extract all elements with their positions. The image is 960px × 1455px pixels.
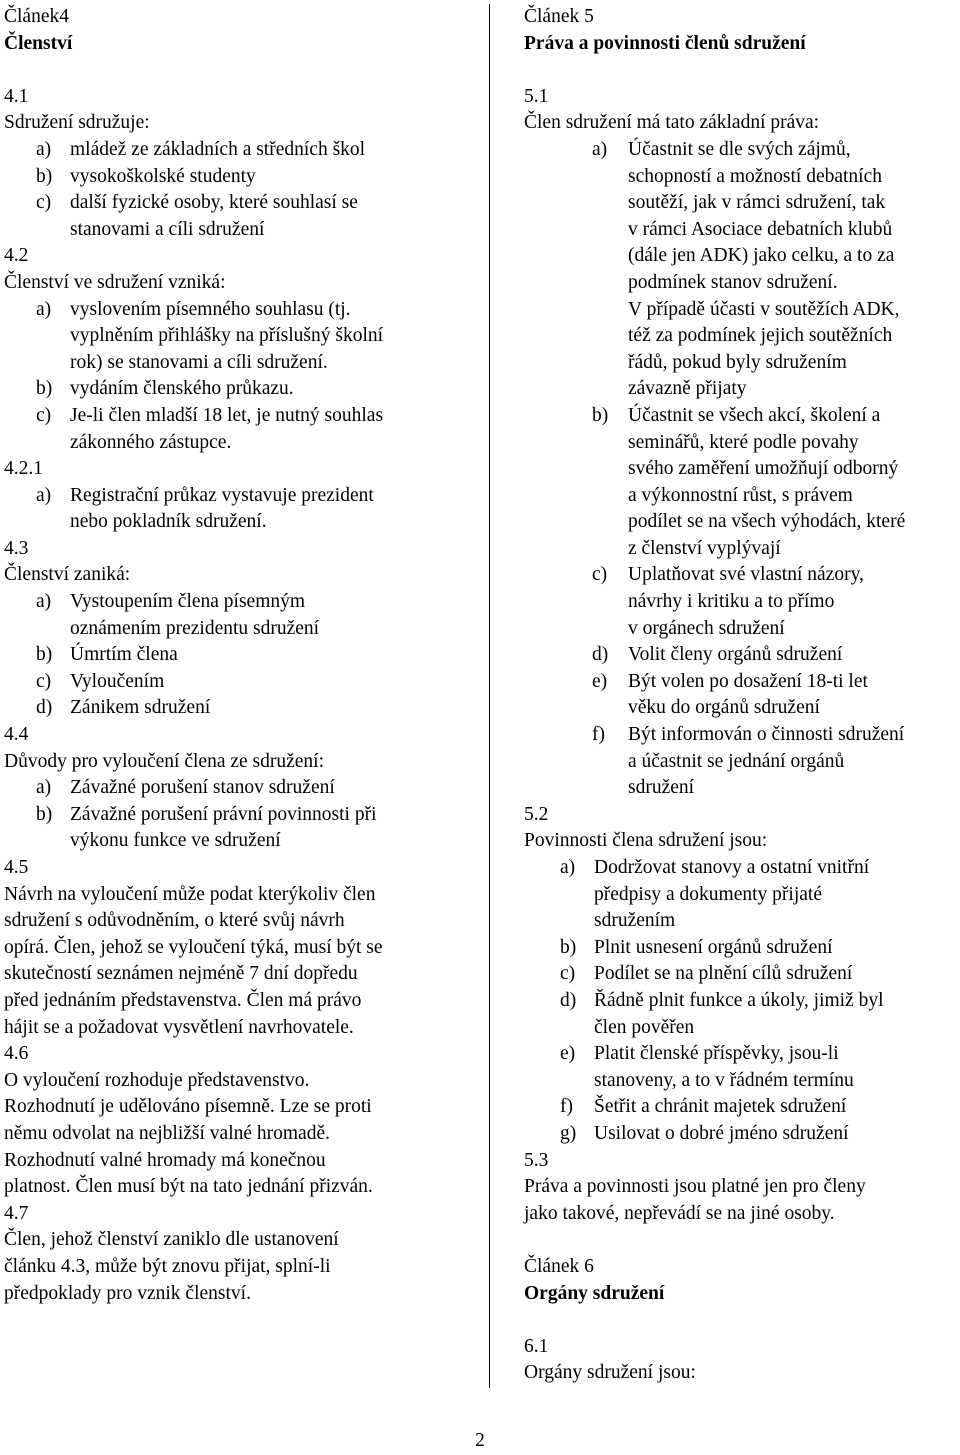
text-line: Člen, jehož členství zaniklo dle ustanovení — [4, 1229, 339, 1251]
list-item-text — [70, 190, 472, 243]
list-item — [524, 1094, 958, 1121]
list-item — [4, 802, 472, 855]
list-marker: g) — [560, 1122, 577, 1144]
list-4-3 — [4, 589, 472, 722]
section-intro: Člen sdružení má tato základní práva: — [524, 112, 820, 134]
paragraph-5-3 — [524, 1174, 958, 1227]
text-line: vyslovením písemného souhlasu (tj. — [70, 298, 351, 320]
text-line: Být informován o činnosti sdružení — [628, 724, 905, 746]
text-line: Úmrtím člena — [70, 644, 178, 666]
text-line: a výkonnostní růst, s právem — [628, 484, 853, 506]
text-line: člen pověřen — [594, 1016, 695, 1038]
section-number: 4.2 — [4, 245, 29, 267]
text-line: Závažné porušení stanov sdružení — [70, 777, 335, 799]
list-item-text — [628, 642, 958, 669]
list-5-2 — [524, 855, 958, 1148]
list-item-text — [70, 403, 472, 456]
text-line: Vyloučením — [70, 670, 165, 692]
article-6-label: Článek 6 — [524, 1255, 594, 1277]
text-line: rok) se stanovami a cíli sdružení. — [70, 351, 328, 373]
list-item-text — [594, 1121, 958, 1148]
text-line: před jednáním představenstva. Člen má právo — [4, 989, 362, 1011]
text-line: Uplatňovat své vlastní názory, — [628, 564, 864, 586]
list-marker: c) — [560, 963, 576, 985]
section-intro: Sdružení sdružuje: — [4, 112, 150, 134]
list-item — [524, 1121, 958, 1148]
list-item-text — [70, 297, 472, 377]
list-item-text — [594, 1041, 958, 1094]
section-intro: Členství ve sdružení vzniká: — [4, 271, 226, 293]
text-line: Volit členy orgánů sdružení — [628, 644, 843, 666]
list-marker: a) — [560, 857, 576, 878]
list-marker: a) — [36, 138, 52, 160]
text-line: Rozhodnutí je udělováno písemně. Lze se proti — [4, 1096, 372, 1118]
list-marker: b) — [560, 936, 577, 958]
text-line: opírá. Člen, jehož se vyloučení týká, musí být se — [4, 936, 383, 958]
section-number: 4.2.1 — [4, 458, 43, 480]
text-line: a účastnit se jednání orgánů — [628, 750, 845, 772]
text-line: předpoklady pro vznik členství. — [4, 1282, 251, 1304]
text-line: svého zaměření umožňují odborný — [628, 458, 899, 480]
text-line: V případě účasti v soutěžích ADK, — [628, 298, 900, 320]
list-item — [524, 642, 958, 669]
list-item-text — [594, 855, 958, 935]
list-item-text — [70, 802, 472, 855]
text-line: Registrační průkaz vystavuje prezident — [70, 484, 374, 506]
section-intro: Důvody pro vyloučení člena ze sdružení: — [4, 750, 325, 772]
section-intro: Členství zaniká: — [4, 564, 131, 586]
list-item-text — [594, 988, 958, 1041]
text-line: nebo pokladník sdružení. — [70, 511, 267, 533]
text-line: schopností a možností debatních — [628, 165, 882, 187]
list-4-4 — [4, 775, 472, 855]
list-item — [4, 483, 472, 536]
list-item — [4, 137, 472, 164]
list-item — [524, 137, 958, 403]
list-item — [4, 589, 472, 642]
list-item — [4, 695, 472, 722]
list-marker: b) — [36, 165, 53, 187]
text-line: Účastnit se dle svých zájmů, — [628, 138, 851, 160]
text-line: sdružení s odůvodněním, o které svůj návrh — [4, 910, 345, 932]
list-marker: b) — [36, 803, 53, 825]
list-item — [4, 190, 472, 243]
paragraph-4-7 — [4, 1227, 472, 1307]
list-marker: c) — [36, 192, 52, 214]
text-line: hájit se a požadovat vysvětlení navrhovatele. — [4, 1016, 354, 1038]
section-number: 5.3 — [524, 1149, 549, 1171]
list-item-text — [628, 722, 958, 802]
page-number: 2 — [475, 1430, 485, 1451]
text-line: Závažné porušení právní povinnosti při — [70, 803, 377, 825]
list-item — [524, 669, 958, 722]
right-column — [524, 4, 958, 1387]
list-item-text — [70, 589, 472, 642]
text-line: Šetřit a chránit majetek sdružení — [594, 1096, 847, 1118]
section-number: 6.1 — [524, 1335, 549, 1357]
text-line: stanoveny, a to v řádném termínu — [594, 1069, 854, 1091]
list-item-text — [628, 562, 958, 642]
left-column — [4, 4, 472, 1307]
text-line: z členství vyplývají — [628, 537, 781, 559]
list-item-text — [70, 775, 472, 802]
list-marker: b) — [592, 404, 609, 426]
list-marker: b) — [36, 644, 53, 666]
list-marker: e) — [592, 670, 608, 692]
list-item — [4, 164, 472, 191]
section-number: 4.3 — [4, 537, 29, 559]
list-item-text — [70, 376, 472, 403]
text-line: též za podmínek jejich soutěžních — [628, 325, 893, 347]
list-item — [524, 562, 958, 642]
list-marker: d) — [560, 989, 577, 1011]
text-line: platnost. Člen musí být na tato jednání přizván. — [4, 1176, 373, 1198]
text-line: předpisy a dokumenty přijaté — [594, 883, 822, 905]
list-marker: c) — [36, 404, 52, 426]
text-line: Dodržovat stanovy a ostatní vnitřní — [594, 857, 870, 878]
text-line: stanovami a cíli sdružení — [70, 218, 265, 240]
list-marker: c) — [592, 564, 608, 586]
list-item — [524, 961, 958, 988]
text-line: podmínek stanov sdružení. — [628, 271, 838, 293]
text-line: sdružení — [628, 777, 695, 799]
list-item-text — [70, 669, 472, 696]
list-item-text — [594, 935, 958, 962]
text-line: Usilovat o dobré jméno sdružení — [594, 1122, 849, 1144]
list-4-2-1 — [4, 483, 472, 536]
article-5-title: Práva a povinnosti členů sdružení — [524, 32, 806, 54]
text-line: podílet se na všech výhodách, které — [628, 511, 906, 533]
text-line: Plnit usnesení orgánů sdružení — [594, 936, 833, 958]
list-item — [524, 722, 958, 802]
text-line: závazně přijaty — [628, 378, 747, 400]
text-line: vysokoškolské studenty — [70, 165, 256, 187]
list-item-text — [628, 669, 958, 722]
article-5-label: Článek 5 — [524, 6, 594, 27]
list-item — [4, 775, 472, 802]
list-marker: f) — [592, 724, 605, 746]
list-item-text — [70, 695, 472, 722]
text-line: soutěží, jak v rámci sdružení, tak — [628, 192, 886, 214]
text-line: v orgánech sdružení — [628, 617, 785, 639]
section-number: 4.7 — [4, 1202, 29, 1224]
text-line: seminářů, které podle povahy — [628, 431, 859, 453]
list-marker: d) — [36, 697, 53, 719]
text-line: Zánikem sdružení — [70, 697, 211, 719]
text-line: sdružením — [594, 910, 676, 932]
paragraph-4-6 — [4, 1068, 472, 1201]
article-4-label: Článek4 — [4, 6, 69, 27]
list-marker: e) — [560, 1043, 576, 1065]
text-line: řádů, pokud byly sdružením — [628, 351, 847, 373]
section-number: 5.1 — [524, 85, 549, 107]
text-line: (dále jen ADK) jako celku, a to za — [628, 245, 895, 267]
text-line: oznámením prezidentu sdružení — [70, 617, 320, 639]
list-4-2 — [4, 297, 472, 457]
list-item-text — [70, 483, 472, 536]
list-item — [4, 376, 472, 403]
section-number: 5.2 — [524, 803, 549, 825]
list-marker: a) — [36, 777, 52, 799]
section-number: 4.5 — [4, 857, 29, 878]
text-line: v rámci Asociace debatních klubů — [628, 218, 893, 240]
list-marker: d) — [592, 644, 609, 666]
text-line: Rozhodnutí valné hromady má konečnou — [4, 1149, 326, 1171]
text-line: Být volen po dosažení 18-ti let — [628, 670, 868, 692]
text-line: zákonného zástupce. — [70, 431, 232, 453]
list-item-text — [70, 642, 472, 669]
text-line: vydáním členského průkazu. — [70, 378, 294, 400]
text-line: němu odvolat na nejbližší valné hromadě. — [4, 1122, 330, 1144]
list-item-text — [594, 961, 958, 988]
text-line: další fyzické osoby, které souhlasí se — [70, 192, 358, 214]
section-intro: Orgány sdružení jsou: — [524, 1362, 696, 1384]
list-marker: f) — [560, 1096, 573, 1118]
text-line: jako takové, nepřevádí se na jiné osoby. — [524, 1202, 835, 1224]
article-6-title: Orgány sdružení — [524, 1282, 665, 1304]
list-item-text — [594, 1094, 958, 1121]
section-intro: Povinnosti člena sdružení jsou: — [524, 830, 768, 852]
text-line: Vystoupením člena písemným — [70, 591, 306, 613]
list-item — [4, 297, 472, 377]
text-line: Práva a povinnosti jsou platné jen pro členy — [524, 1176, 866, 1198]
list-item — [4, 669, 472, 696]
list-marker: a) — [592, 138, 608, 160]
list-item-text — [628, 137, 958, 403]
article-4-title: Členství — [4, 32, 73, 54]
list-item-text — [70, 137, 472, 164]
list-marker: c) — [36, 670, 52, 692]
list-4-1 — [4, 137, 472, 243]
text-line: Platit členské příspěvky, jsou-li — [594, 1043, 839, 1065]
list-item — [524, 988, 958, 1041]
list-marker: a) — [36, 484, 52, 506]
list-item-text — [628, 403, 958, 563]
paragraph-4-5 — [4, 882, 472, 1042]
text-line: Je-li člen mladší 18 let, je nutný souhlas — [70, 404, 384, 426]
text-line: Řádně plnit funkce a úkoly, jimiž byl — [594, 989, 884, 1011]
list-item — [524, 935, 958, 962]
list-item — [4, 403, 472, 456]
list-5-1 — [524, 137, 958, 802]
text-line: Návrh na vyloučení může podat kterýkoliv člen — [4, 883, 376, 905]
list-marker: b) — [36, 378, 53, 400]
text-line: článku 4.3, může být znovu přijat, splní-li — [4, 1255, 331, 1277]
text-line: Podílet se na plnění cílů sdružení — [594, 963, 853, 985]
text-line: mládež ze základních a středních škol — [70, 138, 366, 160]
list-item — [524, 403, 958, 563]
text-line: skutečností seznámen nejméně 7 dní dopředu — [4, 963, 358, 985]
column-divider — [489, 4, 490, 1388]
list-item — [524, 1041, 958, 1094]
text-line: O vyloučení rozhoduje představenstvo. — [4, 1069, 310, 1091]
section-number: 4.4 — [4, 724, 29, 746]
text-line: věku do orgánů sdružení — [628, 697, 820, 719]
list-item — [4, 642, 472, 669]
list-item-text — [70, 164, 472, 191]
text-line: návrhy i kritiku a to přímo — [628, 591, 835, 613]
list-marker: a) — [36, 298, 52, 320]
list-marker: a) — [36, 591, 52, 613]
text-line: vyplněním přihlášky na příslušný školní — [70, 325, 384, 347]
text-line: Účastnit se všech akcí, školení a — [628, 404, 881, 426]
list-item — [524, 855, 958, 935]
section-number: 4.6 — [4, 1043, 29, 1065]
section-number: 4.1 — [4, 85, 29, 107]
text-line: výkonu funkce ve sdružení — [70, 830, 281, 852]
